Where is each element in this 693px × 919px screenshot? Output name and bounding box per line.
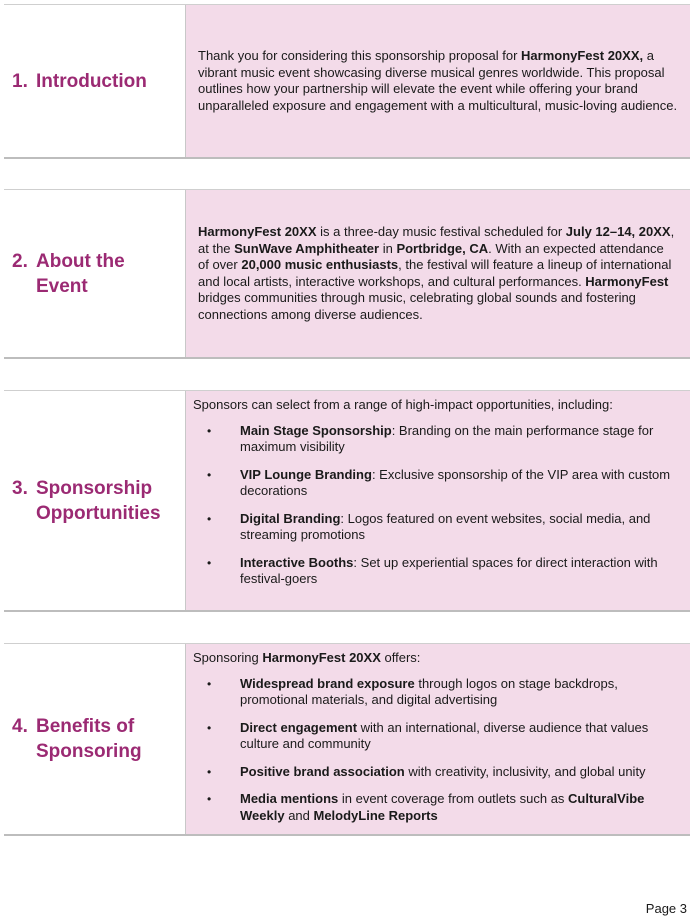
section-heading: [12, 476, 161, 526]
bullet-icon: •: [207, 511, 212, 526]
page-number: Page 3: [645, 901, 687, 916]
section-heading-cell: [4, 644, 186, 834]
bullet-icon: •: [207, 423, 212, 438]
bullet-icon: •: [207, 467, 212, 482]
section-about-event: [4, 189, 690, 359]
section-title: About the Event: [36, 250, 125, 297]
section-content: [186, 190, 690, 357]
section-content: [186, 5, 690, 157]
intro-paragraph: Thank you for considering this sponsorship proposal for HarmonyFest 20XX, a vibrant music event showcasing diverse musical genres worldwide. This proposal outlines how your partnership will elevate the event while offering your brand unparalleled exposure and engagement with a multicultural, music-loving audience.: [198, 48, 678, 113]
section-title: Benefits of Sponsoring: [36, 716, 142, 762]
opportunities-list: [193, 423, 684, 588]
list-item: • Interactive Booths: Set up experiential spaces for direct interaction with festival-goers: [193, 555, 684, 588]
bullet-icon: •: [207, 792, 212, 806]
section-heading-cell: [4, 391, 186, 610]
section-heading: [12, 714, 142, 764]
list-item: • Main Stage Sponsorship: Branding on the main performance stage for maximum visibility: [193, 423, 684, 456]
section-number: 4.: [12, 716, 28, 737]
bullet-icon: •: [207, 676, 212, 691]
section-number: 2.: [12, 250, 28, 272]
about-paragraph: HarmonyFest 20XX is a three-day music festival scheduled for July 12–14, 20XX, at the SunWave Amphitheater in Portbridge, CA. With an expected attendance of over 20,000 music enthusiasts, the festival will feature a lineup of international and local artists, interactive workshops, and cultural performances. HarmonyFest bridges communities through music, celebrating global sounds and fostering connections among diverse audiences.: [198, 224, 675, 322]
section-content: [186, 644, 690, 834]
benefits-intro: Sponsoring HarmonyFest 20XX offers:: [193, 650, 421, 665]
section-sponsorship-opportunities: [4, 390, 690, 612]
list-item: • Positive brand association with creativity, inclusivity, and global unity: [193, 764, 684, 781]
benefits-list: [193, 676, 684, 825]
section-number: 3.: [12, 477, 28, 499]
section-heading: [12, 249, 125, 299]
list-item: • VIP Lounge Branding: Exclusive sponsorship of the VIP area with custom decorations: [193, 467, 684, 500]
section-title: Introduction: [36, 70, 147, 92]
list-item: • Direct engagement with an international, diverse audience that values culture and community: [193, 720, 684, 753]
section-heading-cell: [4, 190, 186, 357]
section-content: [186, 391, 690, 610]
list-item: • Widespread brand exposure through logos on stage backdrops, promotional materials, and digital advertising: [193, 676, 684, 709]
section-heading: [12, 69, 147, 94]
section-title: Sponsorship Opportunities: [36, 477, 161, 524]
section-introduction: [4, 4, 690, 159]
section-benefits: [4, 643, 690, 836]
list-item: • Digital Branding: Logos featured on event websites, social media, and streaming promotions: [193, 511, 684, 544]
bullet-icon: •: [207, 555, 212, 570]
section-number: 1.: [12, 70, 28, 92]
bullet-icon: •: [207, 764, 212, 779]
bullet-icon: •: [207, 720, 212, 735]
opportunities-intro: Sponsors can select from a range of high-impact opportunities, including:: [193, 397, 613, 412]
list-item: • Media mentions in event coverage from outlets such as CulturalVibe Weekly and MelodyLine Reports: [193, 791, 684, 824]
section-heading-cell: [4, 5, 186, 157]
